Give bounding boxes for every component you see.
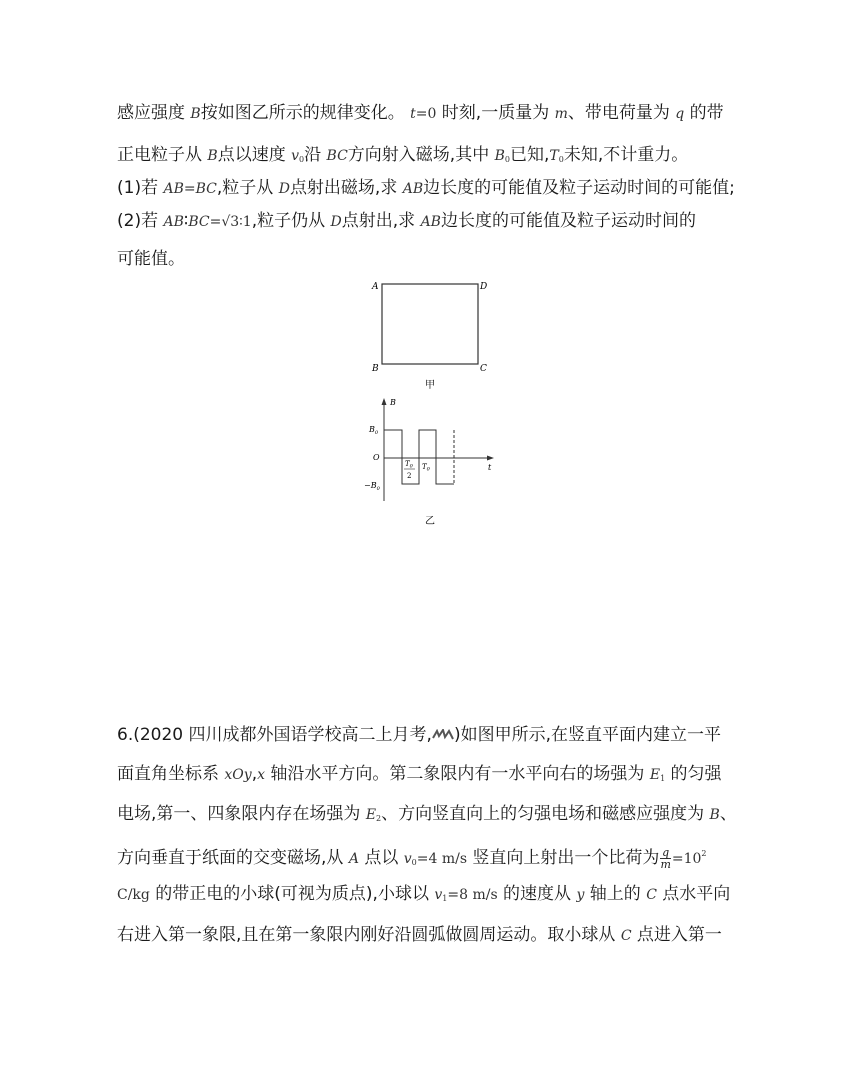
var-letter: E (365, 807, 377, 823)
x-axis-label: t (488, 463, 492, 472)
text: 轴沿水平方向。第二象限内有一水平向右的场强为 (265, 764, 650, 784)
text: 沿 (304, 145, 327, 165)
label-c: C (480, 364, 487, 374)
var-letter: T (549, 148, 559, 164)
text: 面直角坐标系 (117, 764, 225, 784)
math-var: A (348, 851, 359, 867)
t-letter: T (405, 460, 410, 468)
label-d: D (480, 282, 488, 292)
problem5-line5 (117, 247, 185, 271)
text: 按如图乙所示的规律变化。 (200, 103, 411, 123)
subscript: 0 (558, 155, 564, 164)
math-var: C (620, 928, 632, 944)
math-var: D (330, 214, 342, 230)
math-var: BC (195, 181, 217, 197)
text: (2)若 (117, 211, 164, 231)
y-axis-label: B (390, 398, 396, 407)
text: 的带 (684, 103, 724, 123)
var-letter: v (434, 887, 443, 903)
caption-jia: 甲 (425, 380, 435, 391)
var-letter: E (649, 767, 661, 783)
text: 边长度的可能值及粒子运动时间的可能值; (423, 178, 735, 198)
t0-letter: T (422, 463, 427, 471)
text: 可能值。 (117, 249, 185, 269)
math-num: =8 m/s (447, 887, 498, 903)
math-var: AB (402, 181, 424, 197)
y-axis-arrow-icon (382, 398, 387, 405)
text: )如图甲所示,在竖直平面内建立一平 (453, 725, 721, 745)
problem5-line4 (117, 209, 696, 234)
label-a: A (372, 282, 379, 292)
math-var: B (190, 106, 201, 122)
subscript: 1 (442, 894, 448, 903)
text: 点以速度 (217, 145, 292, 165)
math-var (404, 851, 417, 867)
var-letter: v (291, 148, 300, 164)
text: (1)若 (117, 178, 164, 198)
charge-mass-fraction (660, 847, 670, 870)
math-var: AB (420, 214, 441, 230)
math-num: =√3∶1 (209, 214, 252, 230)
t0-half-numerator (405, 460, 414, 470)
text: 竖直向上射出一个比荷为 (467, 848, 660, 868)
fraction-numerator: q (662, 845, 670, 859)
value: =10 (671, 851, 702, 867)
subscript: 0 (411, 858, 417, 867)
difficulty-stars-icon (432, 729, 454, 741)
problem5-line1 (117, 101, 724, 126)
t0-sub: 0 (426, 466, 430, 473)
text: 点进入第一 (631, 925, 722, 945)
text: 的匀强 (665, 764, 722, 784)
math-num: C/kg (117, 887, 150, 903)
fraction-denominator: m (660, 857, 671, 871)
math-var (291, 148, 304, 164)
text: 的速度从 (497, 884, 577, 904)
text: , (251, 764, 258, 784)
math-var: AB (163, 214, 184, 230)
label-b: B (372, 364, 379, 374)
text: 感应强度 (117, 103, 191, 123)
math-num: = (183, 181, 196, 197)
math-var (495, 148, 510, 164)
text: 6.(2020 四川成都外国语学校高二上月考, (117, 725, 432, 745)
problem6-line6 (117, 923, 722, 948)
text: 、 (719, 804, 737, 824)
text: 方向射入磁场,其中 (347, 145, 495, 165)
var-letter: B (494, 148, 505, 164)
subscript: 0 (504, 155, 510, 164)
minus-b0-sub: 0 (376, 486, 380, 492)
math-var (549, 148, 563, 164)
text: 点水平向 (656, 884, 731, 904)
caption-yi: 乙 (425, 516, 435, 527)
math-var (366, 807, 381, 823)
text: 点射出磁场,求 (289, 178, 403, 198)
text: 正电粒子从 (117, 145, 208, 165)
math-var: C (646, 887, 657, 903)
math-var (434, 887, 447, 903)
var-letter: v (403, 851, 412, 867)
problem5-line3 (117, 176, 735, 201)
figure-jia (360, 276, 500, 396)
ratio-colon: ∶ (183, 211, 189, 231)
text: ,粒子从 (216, 178, 279, 198)
text: 方向垂直于纸面的交变磁场,从 (117, 848, 349, 868)
problem6-line5 (117, 882, 730, 911)
math-num: =0 (415, 106, 437, 122)
math-var: q (675, 106, 685, 122)
math-var: AB (163, 181, 184, 197)
text: 右进入第一象限,且在第一象限内刚好沿圆弧做圆周运动。取小球从 (117, 925, 621, 945)
minus-b0-label (364, 481, 381, 492)
text: 已知, (510, 145, 550, 165)
problem6-line2 (117, 762, 722, 791)
math-var: xOy (224, 767, 252, 783)
text: 未知,不计重力。 (563, 145, 689, 165)
math-var (650, 767, 665, 783)
superscript: 2 (701, 849, 707, 858)
math-var: D (278, 181, 290, 197)
figure-yi (360, 396, 510, 531)
math-var: BC (188, 214, 210, 230)
text: 电场,第一、四象限内存在场强为 (117, 804, 366, 824)
square-abcd (382, 284, 478, 364)
b0-sub: 0 (374, 430, 379, 436)
text: 轴上的 (584, 884, 647, 904)
b0-label (368, 425, 379, 436)
subscript: 2 (376, 814, 382, 823)
math-num: =4 m/s (416, 851, 468, 867)
x-axis-arrow-icon (487, 456, 494, 461)
math-var: BC (326, 148, 348, 164)
math-var: t (410, 106, 416, 122)
origin-label: O (373, 453, 380, 462)
b0-letter: B (369, 425, 375, 434)
text: 边长度的可能值及粒子运动时间的 (440, 211, 696, 231)
text: 、方向竖直向上的匀强电场和磁感应强度为 (381, 804, 710, 824)
t0-label (422, 463, 431, 473)
text: ,粒子仍从 (251, 211, 331, 231)
math-var: x (257, 767, 266, 783)
problem6-line3 (117, 802, 737, 831)
problem6-line4 (117, 842, 707, 875)
subscript: 0 (299, 155, 305, 164)
math-var: B (207, 148, 218, 164)
math-var: B (709, 807, 720, 823)
t0-half-denominator: 2 (407, 472, 412, 480)
minus-b0-letter: −B (364, 481, 377, 490)
text: 的带正电的小球(可视为质点),小球以 (149, 884, 435, 904)
problem5-line2 (117, 143, 688, 172)
subscript: 1 (660, 774, 666, 783)
waveform-solid (384, 430, 454, 484)
text: 点以 (358, 848, 404, 868)
text: 时刻,一质量为 (436, 103, 555, 123)
t-sub: 0 (409, 463, 413, 470)
text: 、带电荷量为 (567, 103, 676, 123)
math-var: y (576, 887, 585, 903)
problem6-line1 (117, 723, 721, 747)
text: 点射出,求 (341, 211, 421, 231)
math-num (672, 851, 707, 867)
math-var: m (554, 106, 568, 122)
